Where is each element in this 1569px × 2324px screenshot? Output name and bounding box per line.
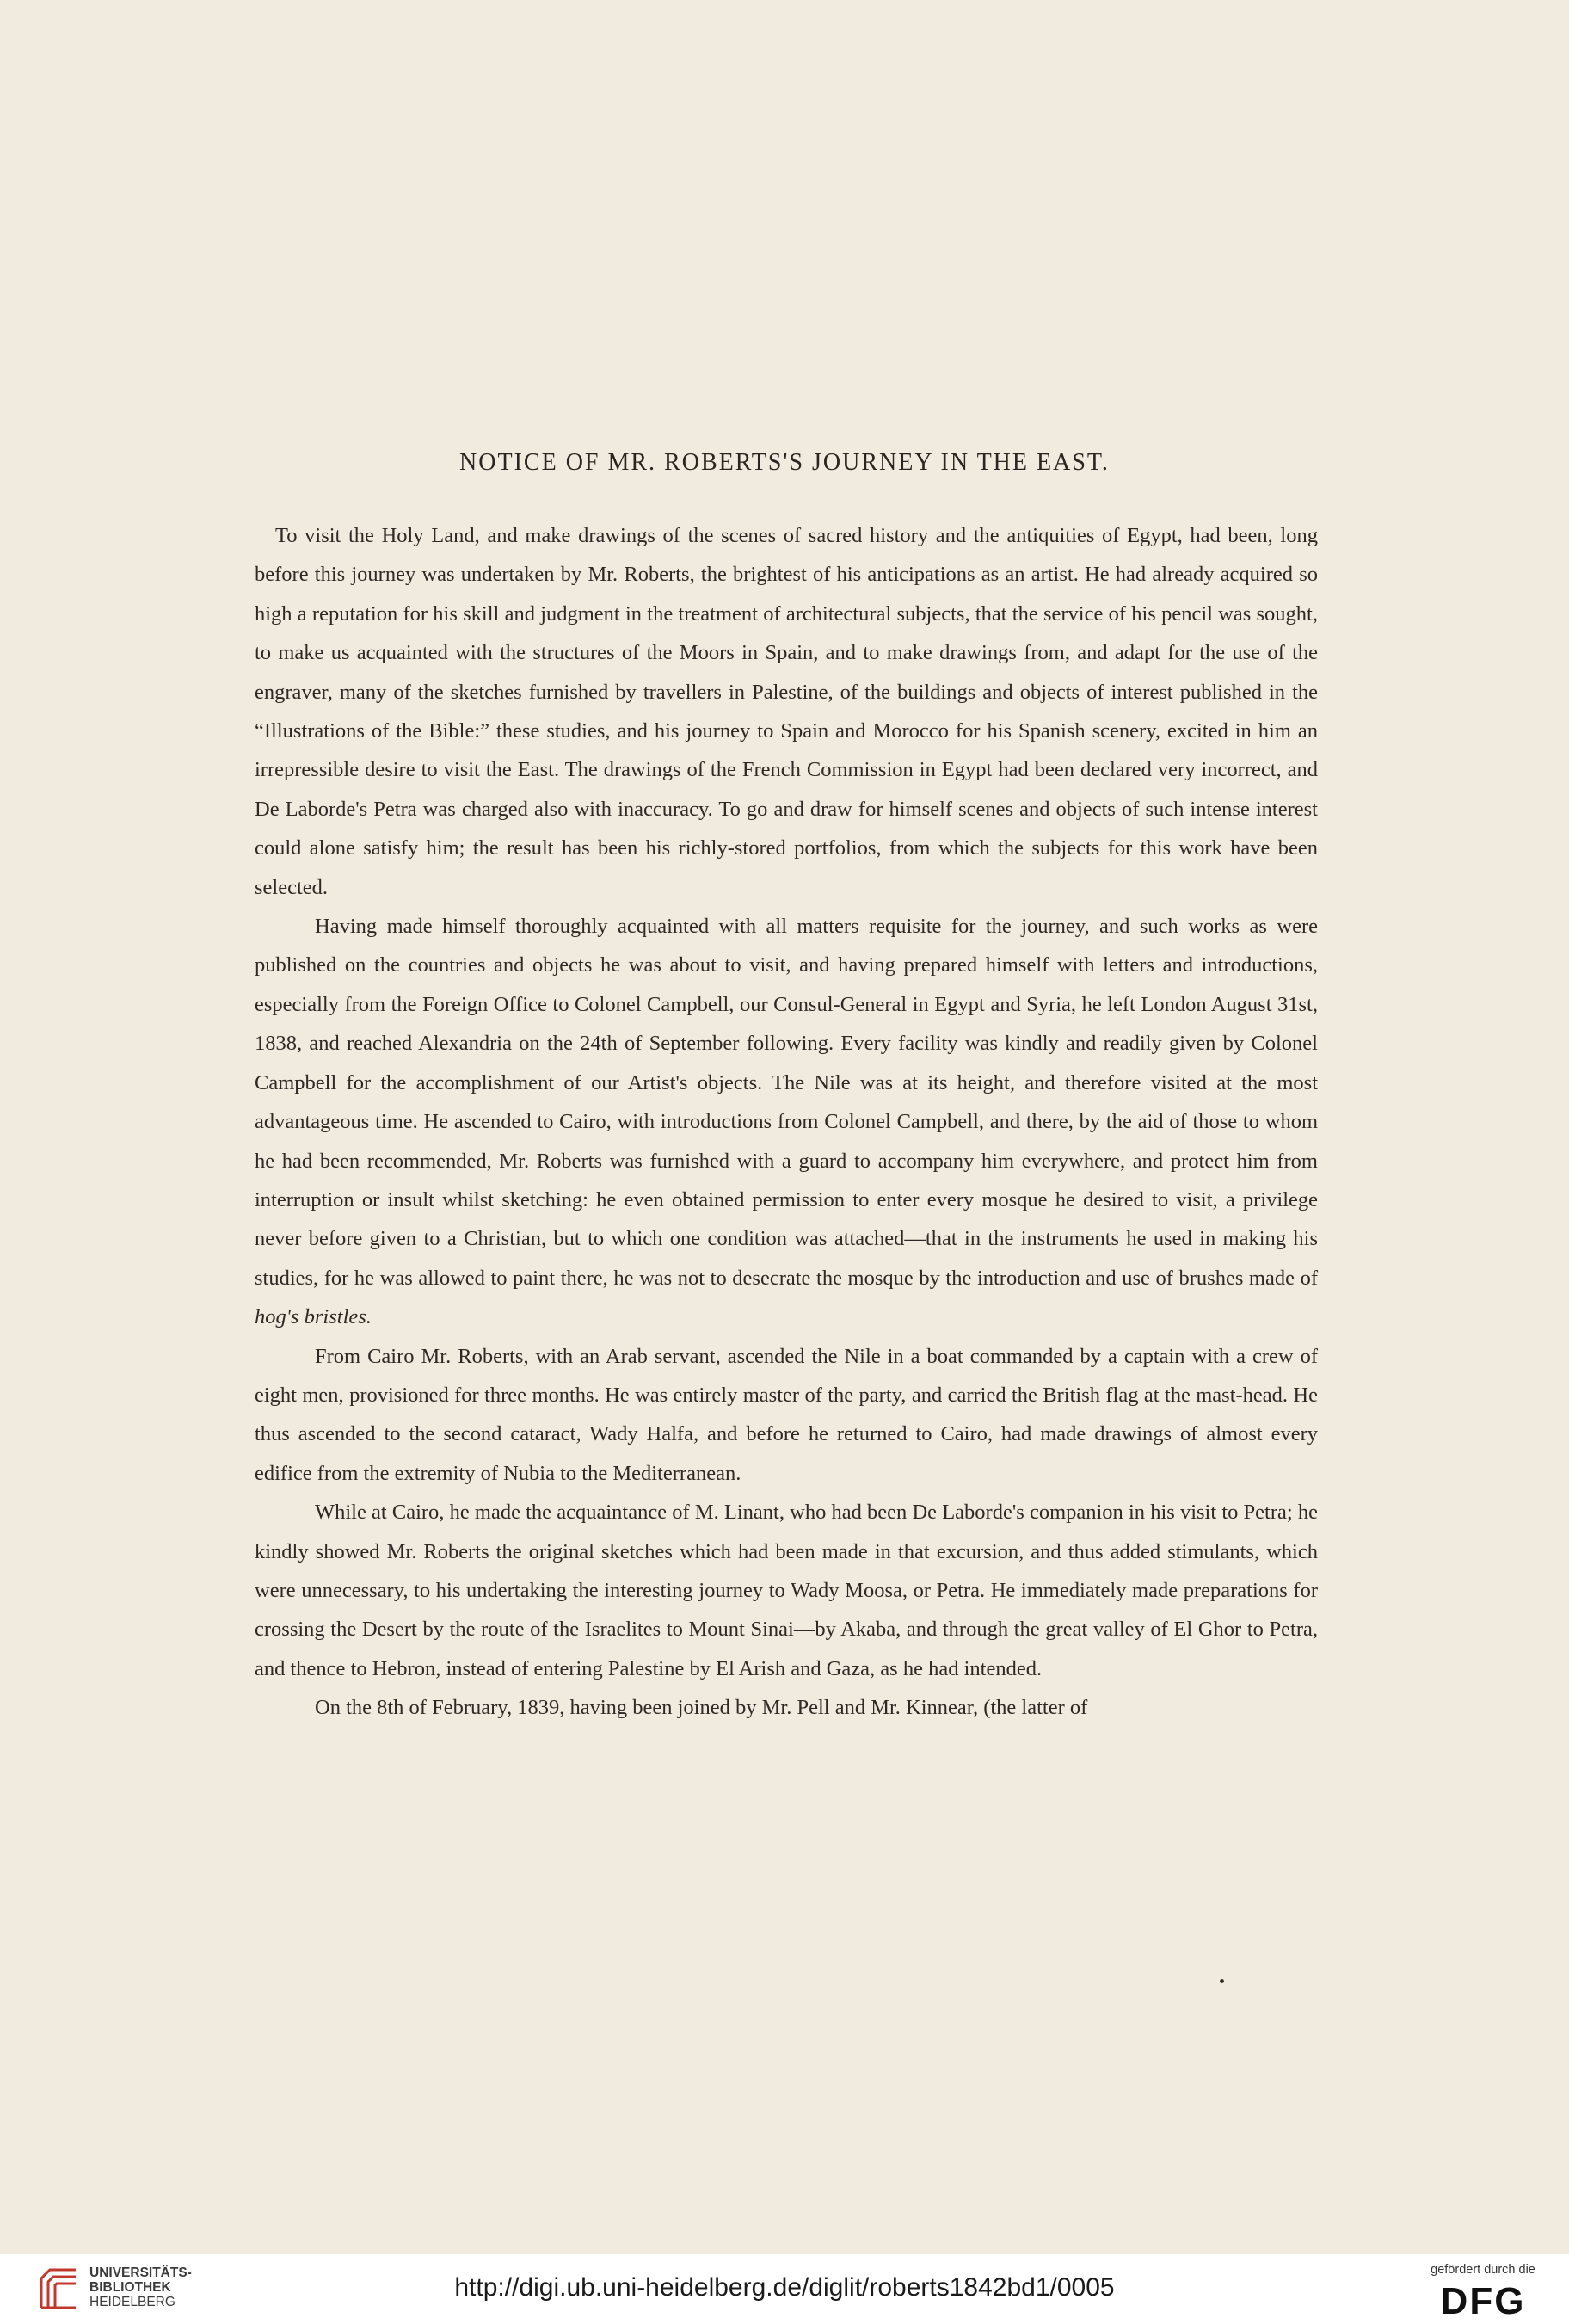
paragraph-5: On the 8th of February, 1839, having been joined by Mr. Pell and Mr. Kinnear, (the latter of bbox=[315, 1696, 1088, 1720]
library-name-line-1: UNIVERSITÄTS- bbox=[89, 2265, 192, 2280]
library-name-line-3: HEIDELBERG bbox=[89, 2295, 175, 2309]
paragraph-4: While at Cairo, he made the acquaintance of M. Linant, who had been De Laborde's companion in his visit to Petra; he kindly showed Mr. Roberts the original sketches which had been made in that excursion, and thus added stimulants, which were unnecessary, to his undertaking the interesting journey to Wady Moosa, or Petra. He immediately made preparations for crossing the Desert by the route of the Israelites to Mount Sinai—by Akaba, and through the great valley of El Ghor to Petra, and thence to Hebron, instead of entering Palestine by El Arish and Gaza, as he had intended. bbox=[255, 1501, 1318, 1680]
dfg-logo: DFG bbox=[1440, 2280, 1526, 2322]
library-name-line-2: BIBLIOTHEK bbox=[89, 2280, 171, 2295]
page-title: NOTICE OF MR. ROBERTS'S JOURNEY IN THE EAST. bbox=[459, 449, 1110, 476]
footer-bar bbox=[0, 2254, 1569, 2324]
permalink-url[interactable]: http://digi.ub.uni-heidelberg.de/diglit/roberts1842bd1/0005 bbox=[454, 2273, 1115, 2302]
paragraph-3: From Cairo Mr. Roberts, with an Arab servant, ascended the Nile in a boat commanded by a captain with a crew of eight men, provisioned for three months. He was entirely master of the party, and carried the British flag at the mast-head. He thus ascended to the second cataract, Wady Halfa, and before he returned to Cairo, had made drawings of almost every edifice from the extremity of Nubia to the Mediterranean. bbox=[255, 1344, 1318, 1485]
paragraph-1: To visit the Holy Land, and make drawings of the scenes of sacred history and the antiquities of Egypt, had been, long before this journey was undertaken by Mr. Roberts, the brightest of his anticipations as an artist. He had already acquired so high a reputation for his skill and judgment in the treatment of architectural subjects, that the service of his pencil was sought, to make us acquainted with the structures of the Moors in Spain, and to make drawings from, and adapt for the use of the engraver, many of the sketches furnished by travellers in Palestine, of the buildings and objects of interest published in the “Illustrations of the Bible:” these studies, and his journey to Spain and Morocco for his Spanish scenery, excited in him an irrepressible desire to visit the East. The drawings of the French Commission in Egypt had been declared very incorrect, and De Laborde's Petra was charged also with inaccuracy. To go and draw for himself scenes and objects of such intense interest could alone satisfy him; the result has been his richly-stored portfolios, from which the subjects for this work have been selected. bbox=[255, 524, 1318, 899]
funded-by-label: gefördert durch die bbox=[1431, 2263, 1535, 2277]
italic-phrase: hog's bristles. bbox=[255, 1305, 372, 1329]
body-text bbox=[255, 516, 1318, 1728]
paragraph-2 bbox=[255, 907, 1318, 1336]
ink-speck bbox=[1220, 1979, 1224, 1983]
paragraph-2-text: Having made himself thoroughly acquainted with all matters requisite for the journey, and such works as were published on the countries and objects he was about to visit, and having prepared himself with letters and introductions, especially from the Foreign Office to Colonel Campbell, our Consul-General in Egypt and Syria, he left London August 31st, 1838, and reached Alexandria on the 24th of September following. Every facility was kindly and readily given by Colonel Campbell for the accomplishment of our Artist's objects. The Nile was at its height, and therefore visited at the most advantageous time. He ascended to Cairo, with introductions from Colonel Campbell, and there, by the aid of those to whom he had been recommended, Mr. Roberts was furnished with a guard to accompany him everywhere, and protect him from interruption or insult whilst sketching: he even obtained permission to enter every mosque he desired to visit, a privilege never before given to a Christian, but to which one condition was attached—that in the instruments he used in making his studies, for he was allowed to paint there, he was not to desecrate the mosque by the introduction and use of brushes made of bbox=[255, 915, 1318, 1290]
